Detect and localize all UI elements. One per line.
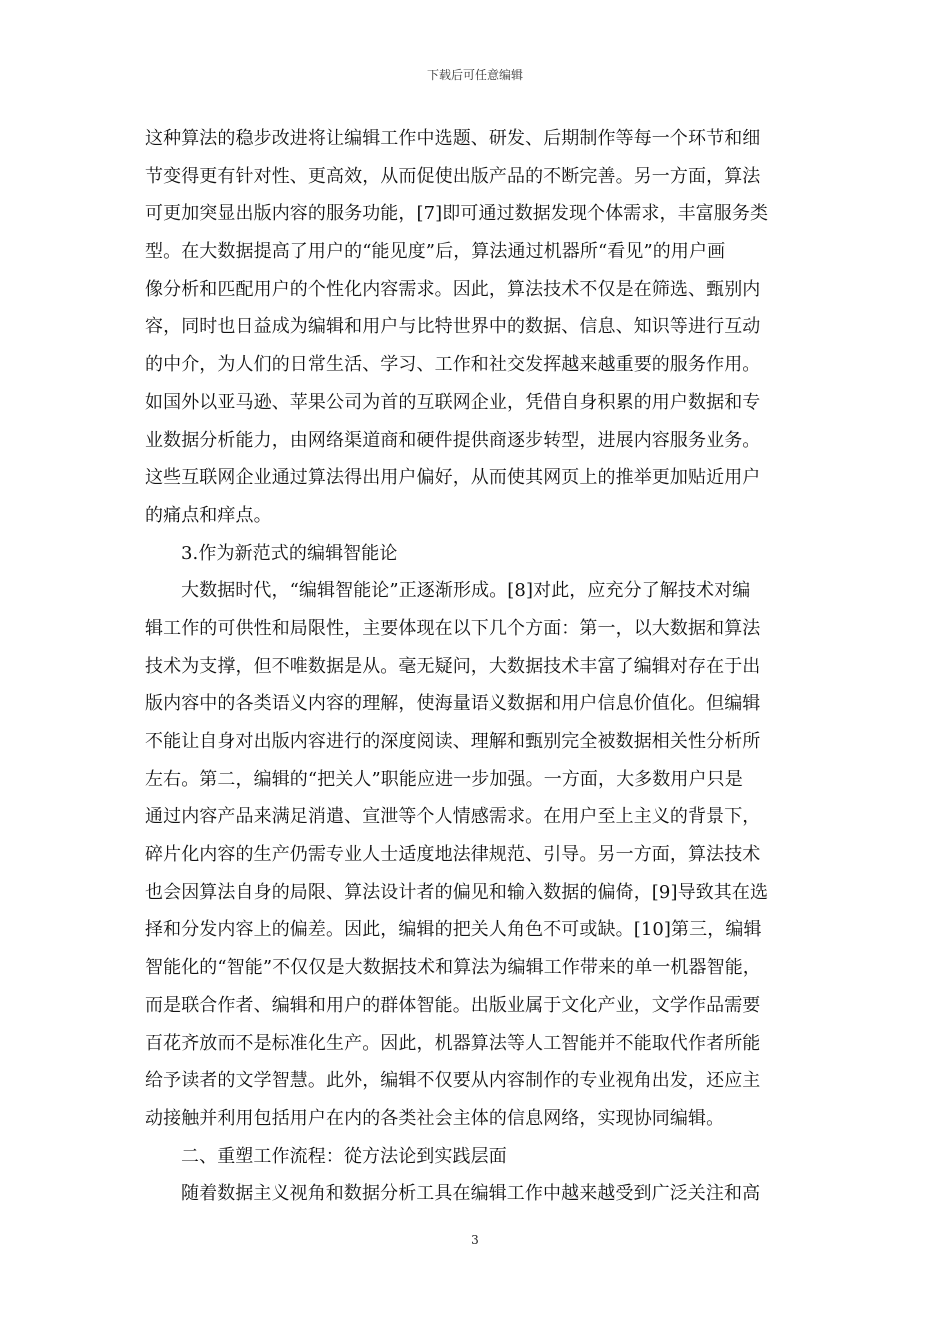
page-header: 下载后可任意编辑: [426, 68, 523, 82]
text-line: 也会因算法自身的局限、算法设计者的偏见和输入数据的偏倚，[9]导致其在选: [145, 881, 769, 903]
text-line: 的痛点和痒点。: [145, 504, 272, 526]
text-line: 这种算法的稳步改进将让编辑工作中选题、研发、后期制作等每一个环节和细: [145, 128, 761, 149]
text-line: 不能让自身对出版内容进行的深度阅读、理解和甄别完全被数据相关性分析所: [145, 731, 761, 752]
text-line: 智能化的“智能”不仅仅是大数据技术和算法为编辑工作带来的单一机器智能，: [145, 957, 761, 979]
body-text: [145, 120, 815, 1213]
text-line: 技术为支撑，但不唯数据是从。毫无疑问，大数据技术丰富了编辑对存在于出: [145, 655, 761, 677]
text-line: 3.作为新范式的编辑智能论: [181, 542, 398, 564]
text-line: 而是联合作者、编辑和用户的群体智能。出版业属于文化产业，文学作品需要: [145, 994, 761, 1016]
text-line: 像分析和匹配用户的个性化内容需求。因此，算法技术不仅是在筛选、甄别内: [145, 278, 761, 300]
text-line: 给予读者的文学智慧。此外，编辑不仅要从内容制作的专业视角出发，还应主: [145, 1070, 761, 1092]
page-number: 3: [471, 1233, 479, 1247]
text-line: 如国外以亚马逊、苹果公司为首的互联网企业，凭借自身积累的用户数据和专: [145, 391, 761, 413]
text-line: 左右。第二，编辑的“把关人”职能应进一步加强。一方面，大多数用户只是: [145, 768, 743, 790]
text-line: 通过内容产品来满足消遣、宣泄等个人情感需求。在用户至上主义的背景下，: [145, 806, 761, 828]
text-line: 动接触并利用包括用户在内的各类社会主体的信息网络，实现协同编辑。: [145, 1107, 725, 1129]
text-line: 这些互联网企业通过算法得出用户偏好，从而使其网页上的推举更加贴近用户: [145, 467, 761, 489]
text-line: 可更加突显出版内容的服务功能，[7]即可通过数据发现个体需求，丰富服务类: [145, 203, 769, 225]
text-line: 版内容中的各类语义内容的理解，使海量语义数据和用户信息价值化。但编辑: [145, 693, 761, 715]
text-line: 择和分发内容上的偏差。因此，编辑的把关人角色不可或缺。[10]第三，编辑: [145, 919, 762, 941]
text-line: 辑工作的可供性和局限性，主要体现在以下几个方面：第一，以大数据和算法: [145, 617, 761, 639]
text-line: 百花齐放而不是标准化生产。因此，机器算法等人工智能并不能取代作者所能: [145, 1032, 761, 1054]
text-line: 碎片化内容的生产仍需专业人士适度地法律规范、引导。另一方面，算法技术: [145, 844, 761, 866]
text-line: 的中介，为人们的日常生活、学习、工作和社交发挥越来越重要的服务作用。: [145, 354, 761, 376]
text-line: 大数据时代，“编辑智能论”正逐渐形成。[8]对此，应充分了解技术对编: [181, 580, 751, 602]
text-line: 随着数据主义视角和数据分析工具在编辑工作中越来越受到广泛关注和高: [181, 1183, 761, 1205]
text-line: 节变得更有针对性、更高效，从而促使出版产品的不断完善。另一方面，算法: [145, 165, 761, 187]
text-line: 业数据分析能力，由网络渠道商和硬件提供商逐步转型，进展内容服务业务。: [145, 429, 761, 451]
text-line: 二、重塑工作流程：從方法论到实践层面: [181, 1145, 507, 1167]
text-line: 容，同时也日益成为编辑和用户与比特世界中的数据、信息、知识等进行互动: [145, 316, 761, 338]
text-line: 型。在大数据提高了用户的“能见度”后，算法通过机器所“看见”的用户画: [145, 241, 726, 263]
